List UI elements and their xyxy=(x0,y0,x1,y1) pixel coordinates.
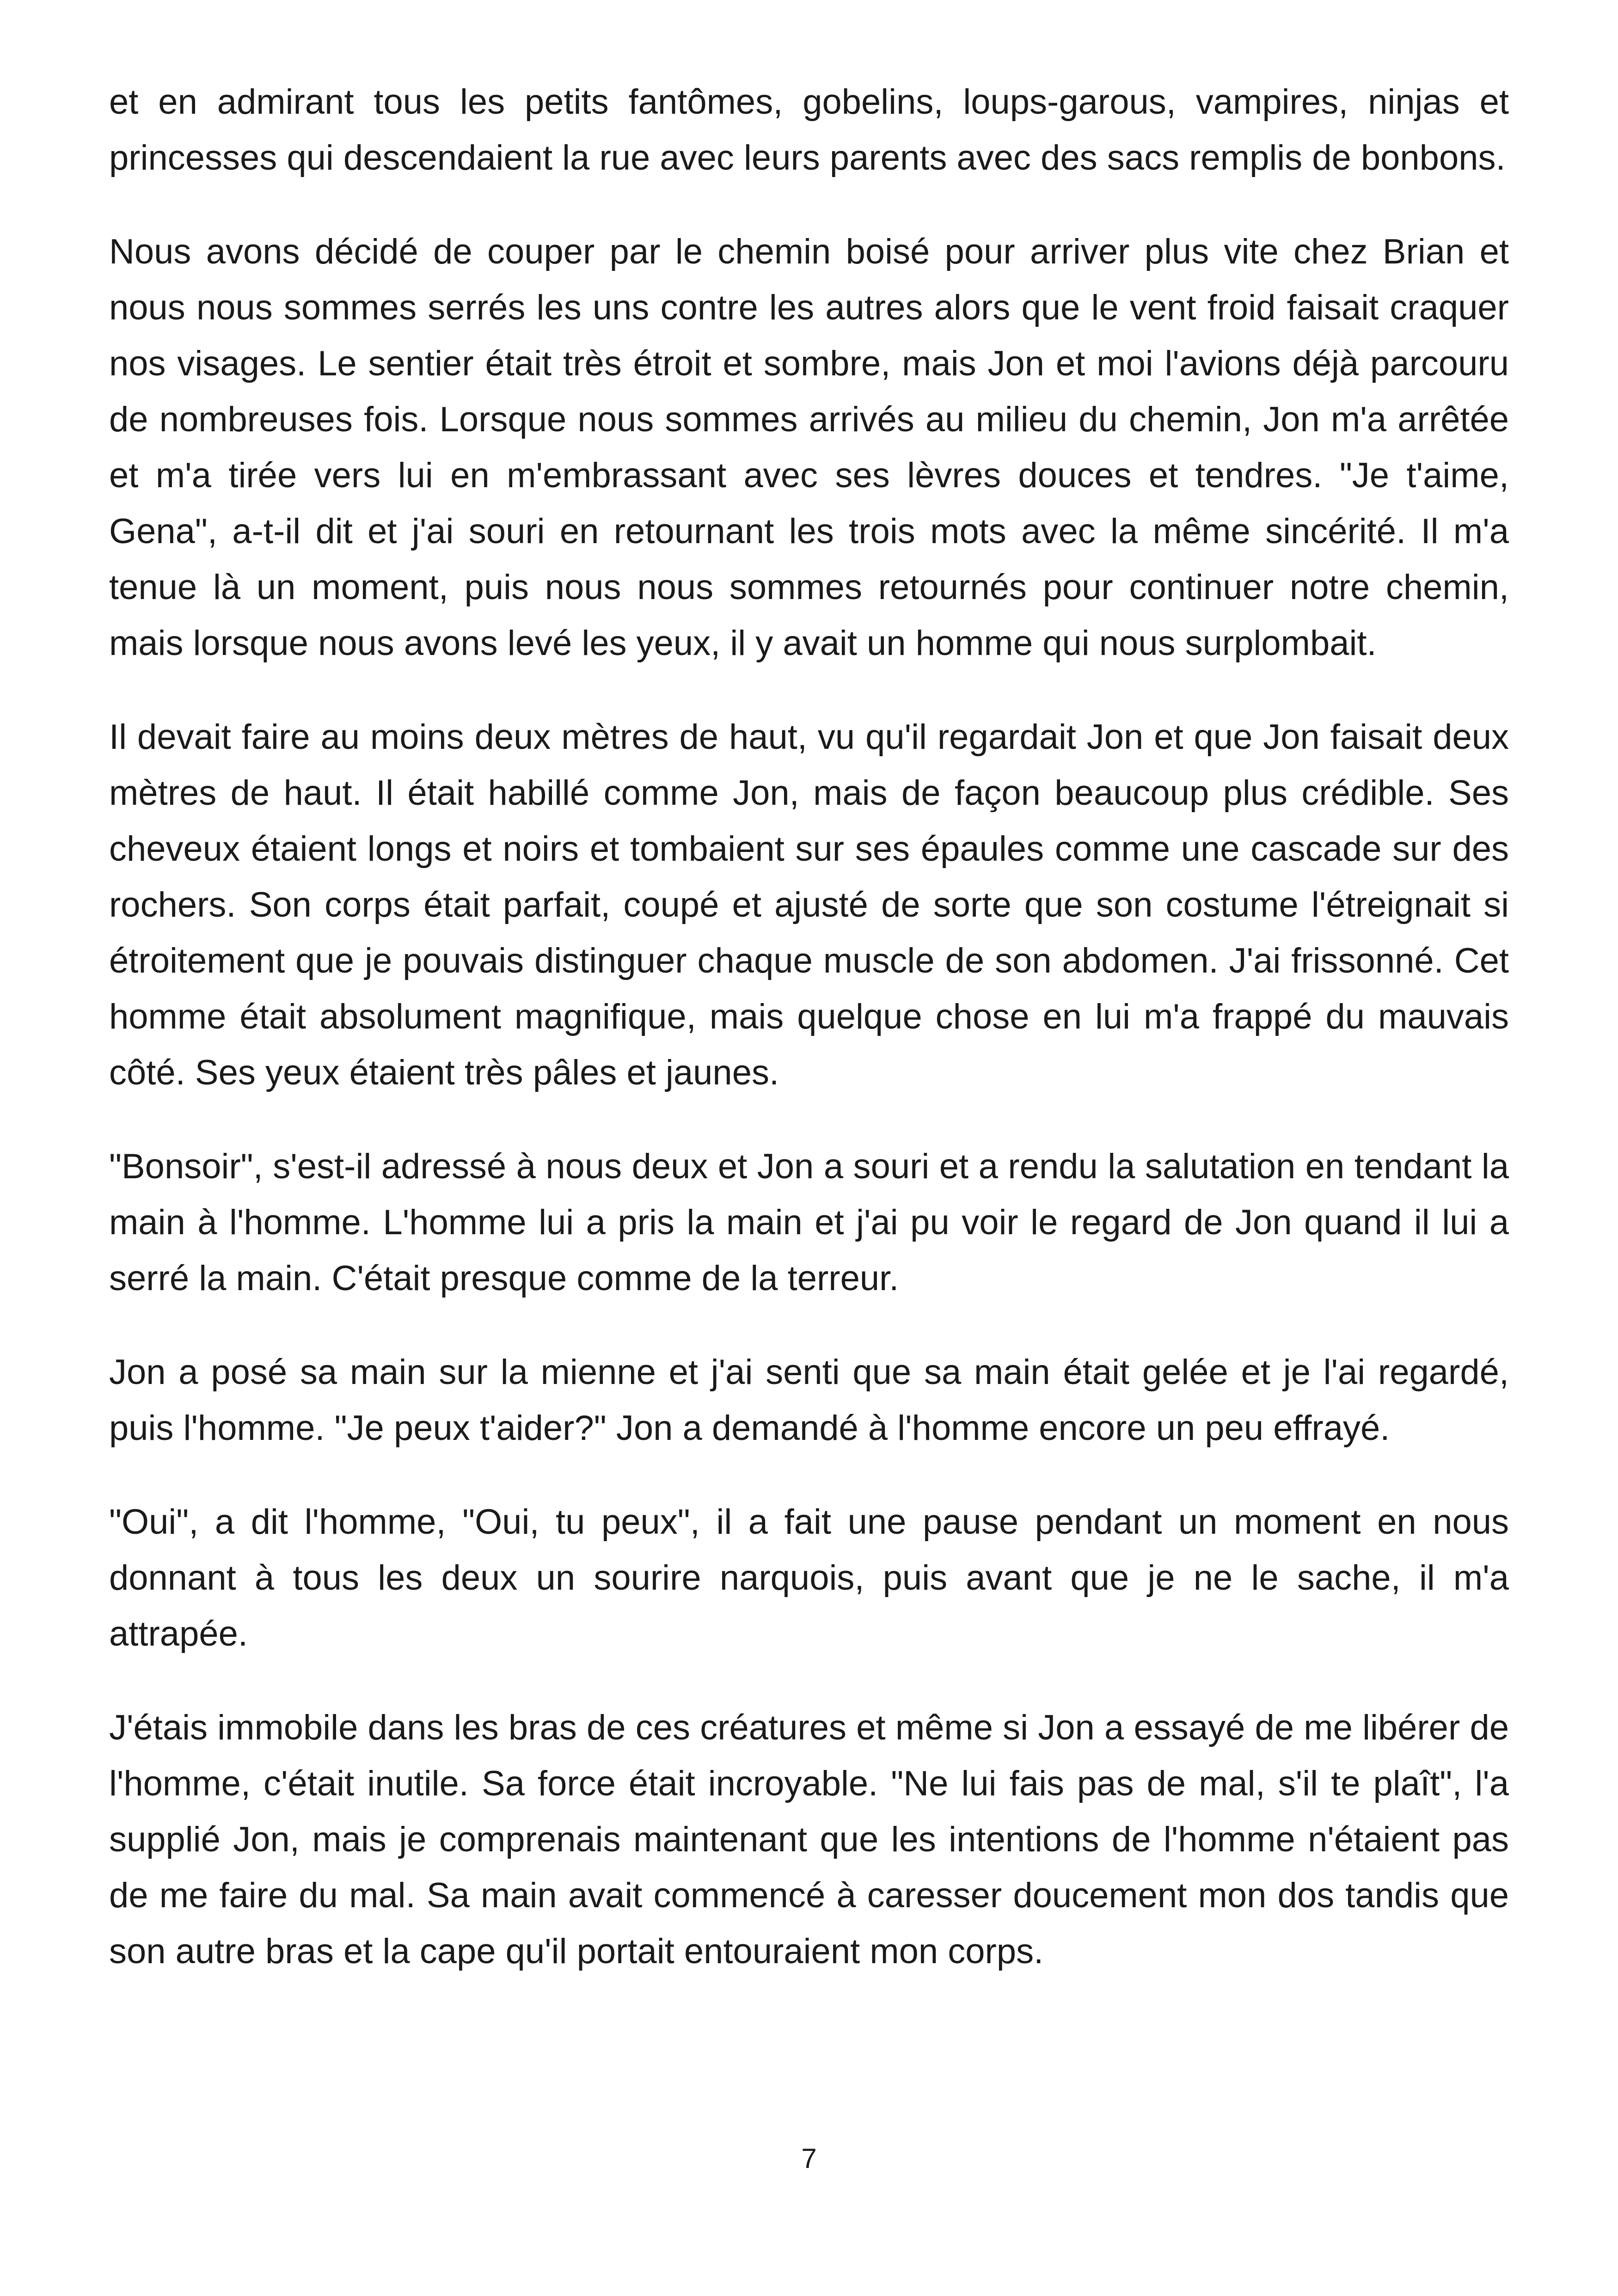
paragraph-1: et en admirant tous les petits fantômes, gobelins, loups-garous, vampires, ninjas et princesses qui descendaient la rue avec leurs parents avec des sacs remplis de bonbons. xyxy=(109,82,1509,178)
body-text xyxy=(109,74,1509,2017)
paragraph-5: Jon a posé sa main sur la mienne et j'ai senti que sa main était gelée et je l'ai regardé, puis l'homme. "Je peux t'aider?" Jon a demandé à l'homme encore un peu effrayé. xyxy=(109,1353,1509,1448)
paragraph-6: "Oui", a dit l'homme, "Oui, tu peux", il a fait une pause pendant un moment en nous donnant à tous les deux un sourire narquois, puis avant que je ne le sache, il m'a attrapée. xyxy=(109,1502,1509,1653)
paragraph-3: Il devait faire au moins deux mètres de haut, vu qu'il regardait Jon et que Jon faisait deux mètres de haut. Il était habillé comme Jon, mais de façon beaucoup plus crédible. Ses cheveux étaient longs et noirs et tombaient sur ses épaules comme une cascade sur des rochers. Son corps était parfait, coupé et ajusté de sorte que son costume l'étreignait si étroitement que je pouvais distinguer chaque muscle de son abdomen. J'ai frissonné. Cet homme était absolument magnifique, mais quelque chose en lui m'a frappé du mauvais côté. Ses yeux étaient très pâles et jaunes. xyxy=(109,717,1509,1092)
paragraph-2: Nous avons décidé de couper par le chemin boisé pour arriver plus vite chez Brian et nous nous sommes serrés les uns contre les autres alors que le vent froid faisait craquer nos visages. Le sentier était très étroit et sombre, mais Jon et moi l'avions déjà parcouru de nombreuses fois. Lorsque nous sommes arrivés au milieu du chemin, Jon m'a arrêtée et m'a tirée vers lui en m'embrassant avec ses lèvres douces et tendres. "Je t'aime, Gena", a-t-il dit et j'ai souri en retournant les trois mots avec la même sincérité. Il m'a tenue là un moment, puis nous nous sommes retournés pour continuer notre chemin, mais lorsque nous avons levé les yeux, il y avait un homme qui nous surplombait. xyxy=(109,232,1509,663)
page-number: 7 xyxy=(801,2143,817,2174)
paragraph-4: "Bonsoir", s'est-il adressé à nous deux et Jon a souri et a rendu la salutation en tendant la main à l'homme. L'homme lui a pris la main et j'ai pu voir le regard de Jon quand il lui a serré la main. C'était presque comme de la terreur. xyxy=(109,1147,1509,1298)
paragraph-7: J'étais immobile dans les bras de ces créatures et même si Jon a essayé de me libérer de l'homme, c'était inutile. Sa force était incroyable. "Ne lui fais pas de mal, s'il te plaît", l'a supplié Jon, mais je comprenais maintenant que les intentions de l'homme n'étaient pas de me faire du mal. Sa main avait commencé à caresser doucement mon dos tandis que son autre bras et la cape qu'il portait entouraient mon corps. xyxy=(109,1708,1509,1971)
